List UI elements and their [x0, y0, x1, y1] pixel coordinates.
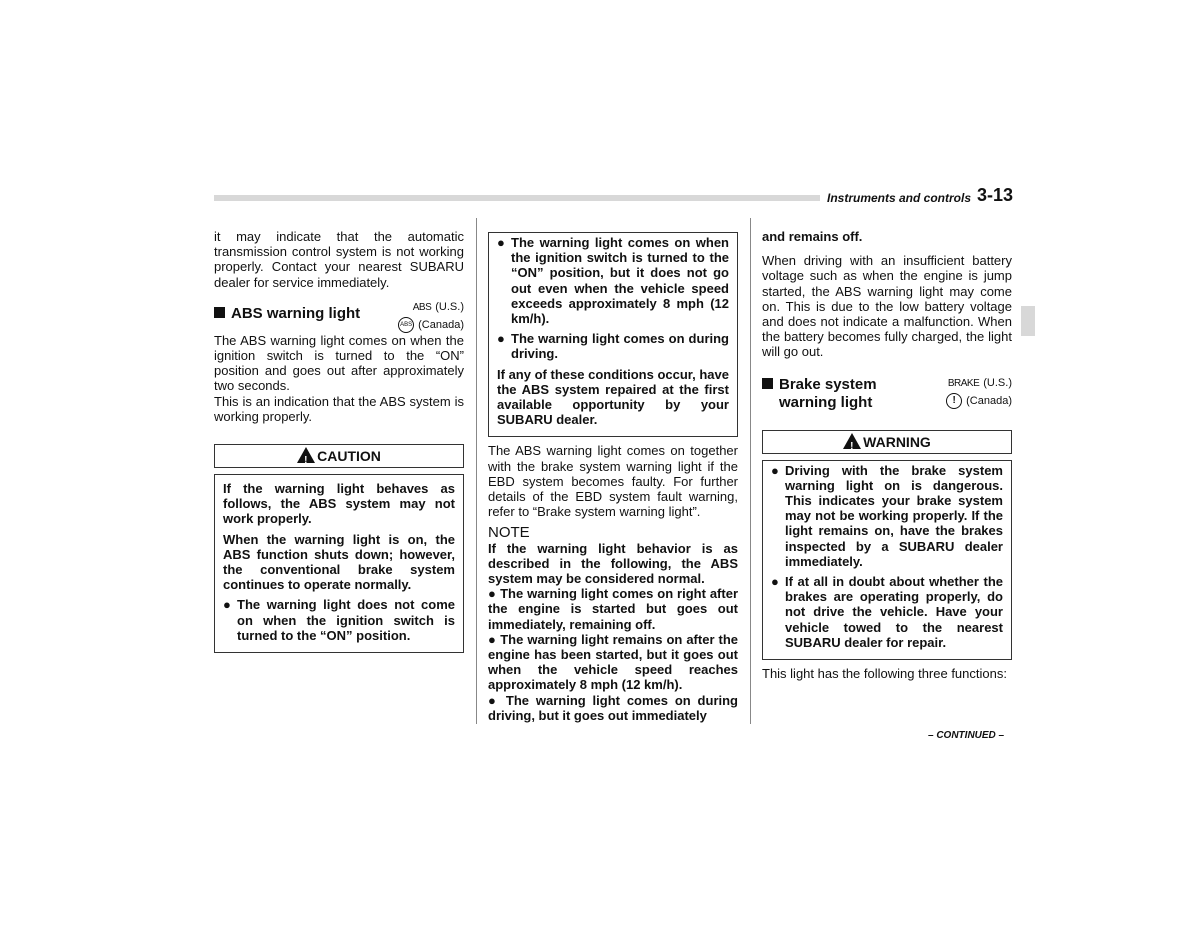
- brake-heading-text-2: warning light: [779, 393, 873, 411]
- continued-footer: – CONTINUED –: [928, 730, 1005, 741]
- column-2: [488, 232, 738, 723]
- warning-bullet: ● If at all in doubt about whether the brakes are operating properly, do not drive the vehicle. Have your vehicle towed to the nearest SUBARU dealer for repair.: [771, 574, 1003, 650]
- caution-label-text: CAUTION: [317, 448, 381, 465]
- bullet-icon: ●: [223, 597, 231, 613]
- brake-heading-text: Brake system: [779, 375, 877, 393]
- abs-us-label: ABS: [412, 301, 432, 313]
- abs-heading: [214, 300, 464, 333]
- us-label: (U.S.): [983, 376, 1012, 389]
- page-number: 3-13: [977, 185, 1014, 205]
- bullet-icon: ●: [497, 331, 505, 347]
- column-1: [214, 229, 464, 653]
- caution-box: [214, 474, 464, 653]
- warning-bullet: ● Driving with the brake system warning light on is dangerous. This indicates your brake system may not be working properly. If the light remains on, have the brakes inspected by a SUBARU dealer immediately.: [771, 462, 1003, 569]
- note-item-3: ● The warning light comes on during driving, but it goes out immediately: [488, 692, 738, 723]
- warning-label-text: WARNING: [863, 433, 931, 450]
- column-divider: [476, 218, 477, 724]
- canada-label: (Canada): [418, 318, 464, 331]
- square-bullet-icon: [762, 378, 773, 389]
- caution-box-continued: [488, 232, 738, 437]
- section-title: Instruments and controls: [827, 191, 972, 205]
- chapter-tab: [1021, 306, 1035, 336]
- warning-label: [762, 430, 1012, 454]
- caution-bullet: ● The warning light does not come on when the ignition switch is turned to the “ON” position.: [223, 597, 455, 643]
- bullet-icon: ●: [488, 631, 501, 647]
- header-bar: [214, 195, 820, 201]
- brake-circle-icon: !: [946, 393, 962, 409]
- caution-bullet: ● The warning light comes on during driving.: [497, 331, 729, 362]
- abs-symbols: [398, 300, 464, 333]
- note-item-1: ● The warning light comes on right after the engine is started but goes out immediately, remaining off.: [488, 586, 739, 632]
- brake-us-label: BRAKE: [947, 377, 980, 389]
- abs-heading-text: ABS warning light: [231, 304, 361, 322]
- caution-conclusion: If any of these conditions occur, have the ABS system repaired at the first available opportunity by your SUBARU dealer.: [497, 366, 729, 428]
- warning-triangle-icon: [843, 433, 861, 449]
- abs-circle-icon: ABS: [398, 317, 414, 333]
- caution-bullet: ● The warning light comes on when the ignition switch is turned to the “ON” position, but it does not go out even when the vehicle speed exceeds approximately 8 mph (12 km/h).: [497, 235, 729, 327]
- warning-box: [762, 460, 1012, 660]
- bullet-icon: ●: [771, 574, 779, 590]
- canada-label: (Canada): [966, 394, 1012, 407]
- continued-text: and remains off.: [762, 229, 863, 244]
- battery-paragraph: When driving with an insufficient battery voltage such as when the engine is jump started, the ABS warning light may come on. This is due to the low battery voltage and does not indicate a malfunction. When the battery becomes fully charged, the light will go out.: [762, 253, 1012, 360]
- intro-paragraph: it may indicate that the automatic transmission control system is not working properly. Contact your nearest SUBARU dealer for service immediately.: [214, 229, 464, 290]
- caution-paragraph-1: If the warning light behaves as follows, the ABS system may not work properly.: [223, 481, 455, 527]
- bullet-icon: ●: [497, 235, 505, 250]
- caution-paragraph-2: When the warning light is on, the ABS function shuts down; however, the conventional brake system continues to operate normally.: [223, 531, 455, 593]
- abs-paragraph-1: The ABS warning light comes on when the ignition switch is turned to the “ON” position and goes out after approximately two seconds.: [214, 332, 464, 394]
- caution-label: [214, 444, 464, 468]
- note-title: NOTE: [488, 524, 530, 542]
- brake-heading: [762, 376, 1012, 412]
- us-label: (U.S.): [435, 300, 464, 313]
- note-item-2: ● The warning light remains on after the engine has been started, but it goes out when the vehicle speed reaches approximately 8 mph (12 km/h).: [488, 631, 738, 693]
- warning-triangle-icon: [297, 447, 315, 463]
- bullet-icon: ●: [488, 586, 501, 602]
- column-3: [762, 229, 1012, 681]
- note-paragraph: If the warning light behavior is as described in the following, the ABS system may be considered normal.: [488, 540, 738, 587]
- functions-paragraph: This light has the following three functions:: [762, 666, 1007, 682]
- abs-paragraph-2: This is an indication that the ABS system is working properly.: [214, 393, 464, 424]
- bullet-icon: ●: [488, 692, 506, 708]
- brake-symbols: [946, 376, 1012, 409]
- square-bullet-icon: [214, 307, 225, 318]
- column-divider: [750, 218, 751, 724]
- bullet-icon: ●: [771, 462, 779, 478]
- ebd-paragraph: The ABS warning light comes on together with the brake system warning light if the EBD system becomes faulty. For further details of the EBD system fault warning, refer to “Brake system warning light”.: [488, 443, 738, 520]
